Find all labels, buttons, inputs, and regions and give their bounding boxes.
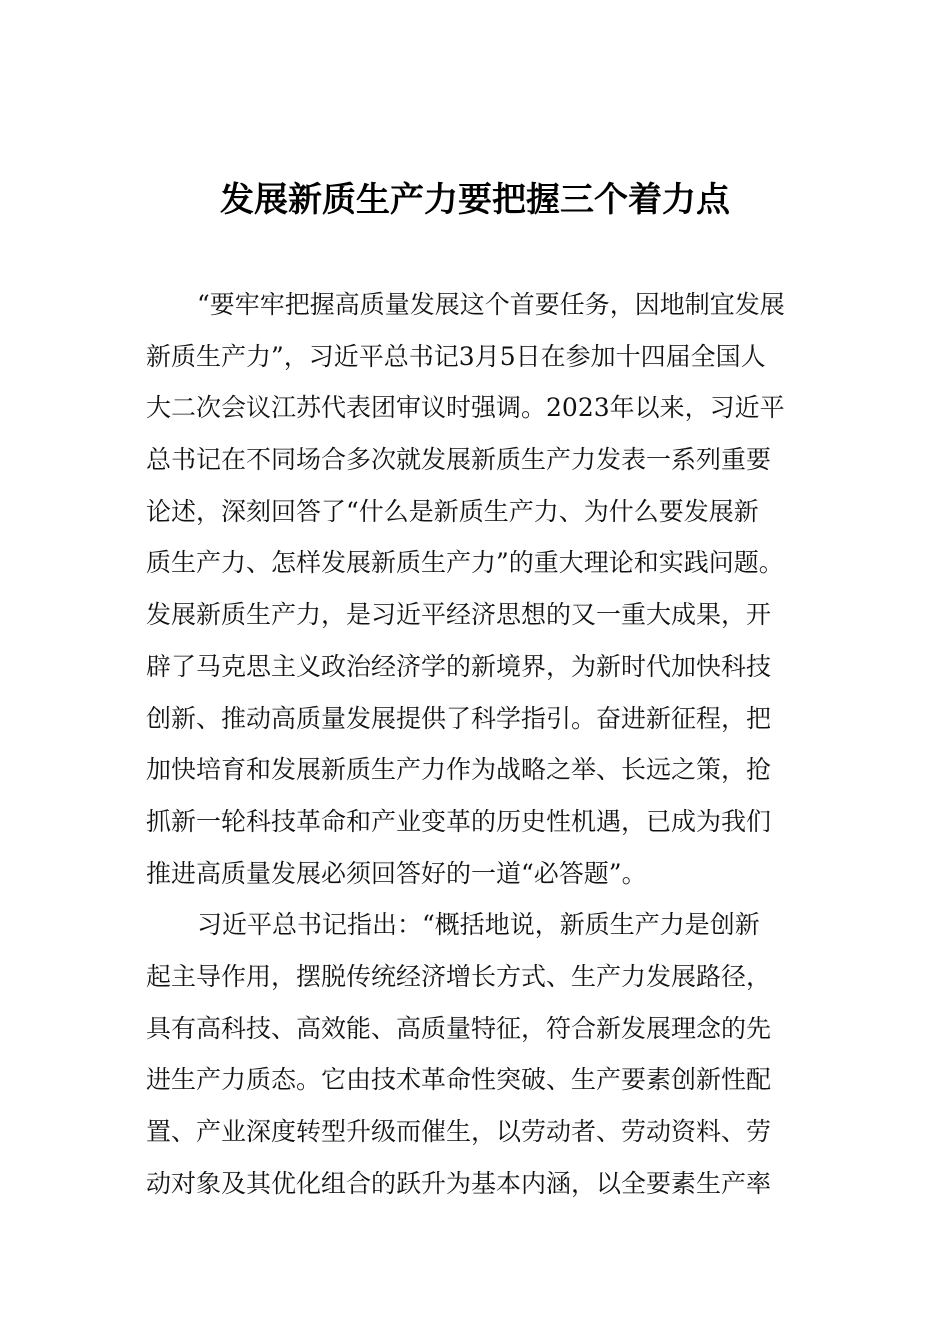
text-line: “要牢牢把握高质量发展这个首要任务，因地制宜发展 — [197, 290, 785, 319]
text-line: 新质生产力”，习近平总书记3月5日在参加十四届全国人 — [146, 341, 766, 371]
text-line: 置、产业深度转型升级而催生，以劳动者、劳动资料、劳 — [146, 1117, 772, 1146]
text-line: 质生产力、怎样发展新质生产力”的重大理论和实践问题。 — [146, 548, 784, 578]
text-line: 加快培育和发展新质生产力作为战略之举、长远之策，抢 — [146, 755, 772, 785]
text-line: 进生产力质态。它由技术革命性突破、生产要素创新性配 — [146, 1065, 772, 1095]
text-line: 创新、推动高质量发展提供了科学指引。奋进新征程，把 — [146, 703, 772, 733]
document-body — [146, 280, 808, 1210]
paragraph-1 — [146, 280, 808, 899]
text-line: 具有高科技、高效能、高质量特征，符合新发展理念的先 — [146, 1013, 772, 1043]
text-line: 习近平总书记指出：“概括地说，新质生产力是创新 — [197, 910, 760, 940]
text-line: 发展新质生产力，是习近平经济思想的又一重大成果，开 — [146, 600, 772, 630]
paragraph-2 — [146, 900, 808, 1208]
text-line: 动对象及其优化组合的跃升为基本内涵，以全要素生产率 — [146, 1168, 772, 1198]
text-line: 起主导作用，摆脱传统经济增长方式、生产力发展路径， — [146, 961, 772, 991]
text-line: 论述，深刻回答了“什么是新质生产力、为什么要发展新 — [146, 496, 759, 526]
text-line: 大二次会议江苏代表团审议时强调。2023年以来，习近平 — [146, 393, 785, 423]
document-title: 发展新质生产力要把握三个着力点 — [220, 180, 730, 220]
text-line: 总书记在不同场合多次就发展新质生产力发表一系列重要 — [146, 445, 772, 475]
text-line: 抓新一轮科技革命和产业变革的历史性机遇，已成为我们 — [146, 806, 772, 836]
text-line: 推进高质量发展必须回答好的一道“必答题”。 — [146, 858, 647, 888]
text-line: 辟了马克思主义政治经济学的新境界，为新时代加快科技 — [146, 651, 772, 681]
